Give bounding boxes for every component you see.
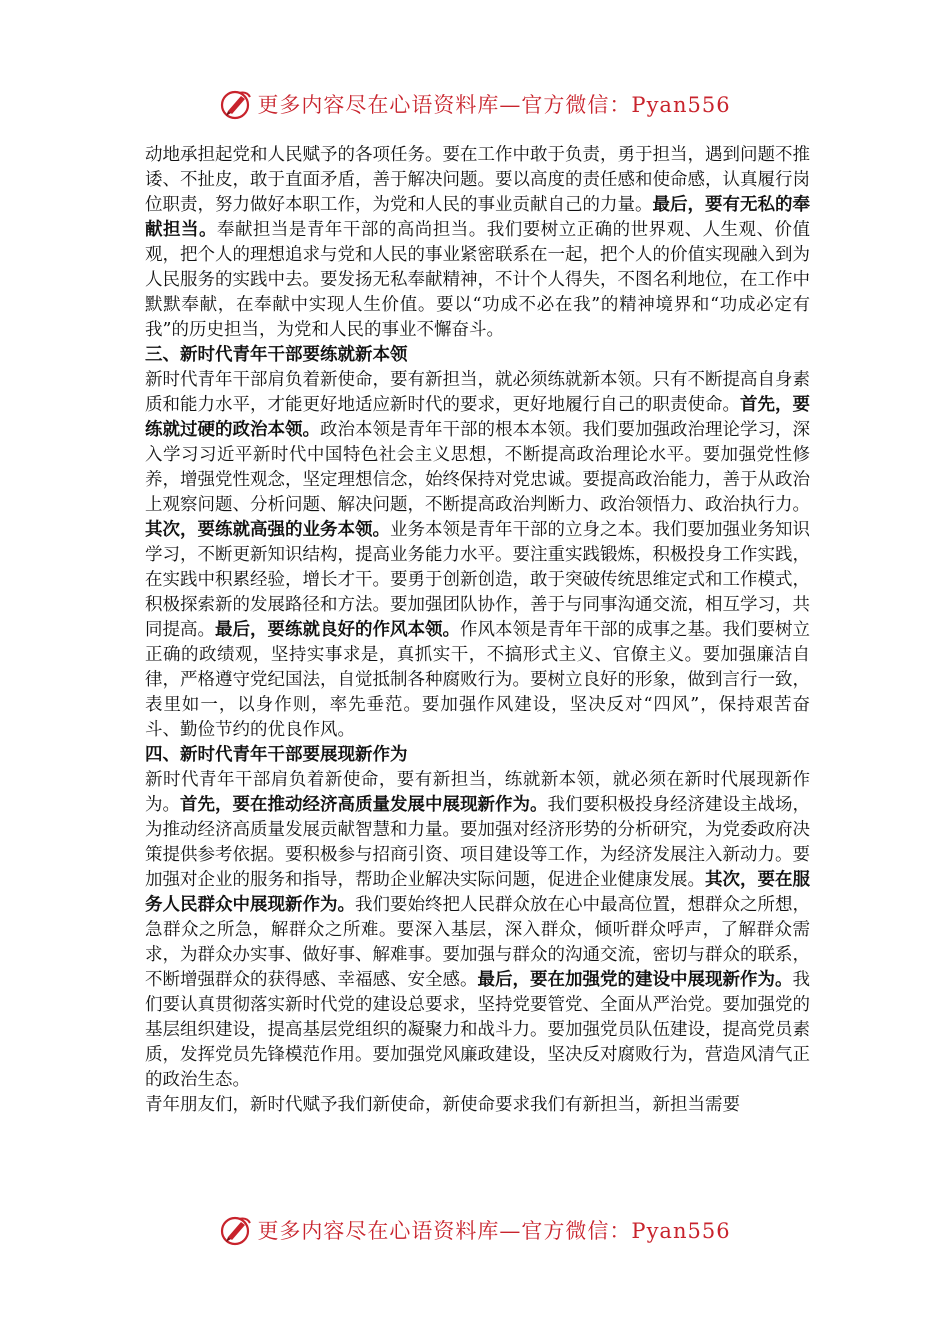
paragraph-2: 新时代青年干部肩负着新使命，要有新担当，就必须练就新本领。只有不断提高自身素质和能力水平，才能更好地适应新时代的要求，更好地履行自己的职责使命。首先，要练就过硬的政治本领。政治本领是青年干部的根本本领。我们要加强政治理论学习，深入学习习近平新时代中国特色社会主义思想，不断提高政治理论水平。要加强党性修养，增强党性观念，坚定理想信念，始终保持对党忠诚。要提高政治能力，善于从政治上观察问题、分析问题、解决问题，不断提高政治判断力、政治领悟力、政治执行力。其次，要练就高强的业务本领。业务本领是青年干部的立身之本。我们要加强业务知识学习，不断更新知识结构，提高业务能力水平。要注重实践锻炼，积极投身工作实践，在实践中积累经验，增长才干。要勇于创新创造，敢于突破传统思维定式和工作模式，积极探索新的发展路径和方法。要加强团队协作，善于与同事沟通交流，相互学习，共同提高。最后，要练就良好的作风本领。作风本领是青年干部的成事之基。我们要树立正确的政绩观，坚持实事求是，真抓实干，不搞形式主义、官僚主义。要加强廉洁自律，严格遵守党纪国法，自觉抵制各种腐败行为。要树立良好的形象，做到言行一致，表里如一，以身作则，率先垂范。要加强作风建设，坚决反对“四风”，保持艰苦奋斗、勤俭节约的优良作风。 [145,370,810,740]
header-banner [0,84,950,124]
footer-banner-text: 更多内容尽在心语资料库—官方微信：Pyan556 [257,1219,731,1243]
section-heading-3: 三、新时代青年干部要练就新本领 [145,345,408,365]
pen-logo-icon [219,1213,253,1247]
footer-banner [0,1210,950,1250]
paragraph-3: 新时代青年干部肩负着新使命，要有新担当，练就新本领，就必须在新时代展现新作为。首先，要在推动经济高质量发展中展现新作为。我们要积极投身经济建设主战场，为推动经济高质量发展贡献智慧和力量。要加强对经济形势的分析研究，为党委政府决策提供参考依据。要积极参与招商引资、项目建设等工作，为经济发展注入新动力。要加强对企业的服务和指导，帮助企业解决实际问题，促进企业健康发展。其次，要在服务人民群众中展现新作为。我们要始终把人民群众放在心中最高位置，想群众之所想，急群众之所急，解群众之所难。要深入基层，深入群众，倾听群众呼声，了解群众需求，为群众办实事、做好事、解难事。要加强与群众的沟通交流，密切与群众的联系，不断增强群众的获得感、幸福感、安全感。最后，要在加强党的建设中展现新作为。我们要认真贯彻落实新时代党的建设总要求，坚持党要管党、全面从严治党。要加强党的基层组织建设，提高基层党组织的凝聚力和战斗力。要加强党员队伍建设，提高党员素质，发挥党员先锋模范作用。要加强党风廉政建设，坚决反对腐败行为，营造风清气正的政治生态。 [145,770,810,1090]
header-banner-text: 更多内容尽在心语资料库—官方微信：Pyan556 [257,93,731,117]
pen-logo-icon [219,87,253,121]
document-body [145,143,810,1118]
paragraph-4: 青年朋友们，新时代赋予我们新使命，新使命要求我们有新担当，新担当需要 [145,1095,740,1115]
section-heading-4: 四、新时代青年干部要展现新作为 [145,745,408,765]
paragraph-1: 动地承担起党和人民赋予的各项任务。要在工作中敢于负责，勇于担当，遇到问题不推诿、不扯皮，敢于直面矛盾，善于解决问题。要以高度的责任感和使命感，认真履行岗位职责，努力做好本职工作，为党和人民的事业贡献自己的力量。最后，要有无私的奉献担当。奉献担当是青年干部的高尚担当。我们要树立正确的世界观、人生观、价值观，把个人的理想追求与党和人民的事业紧密联系在一起，把个人的价值实现融入到为人民服务的实践中去。要发扬无私奉献精神，不计个人得失，不图名利地位，在工作中默默奉献，在奉献中实现人生价值。要以“功成不必在我”的精神境界和“功成必定有我”的历史担当，为党和人民的事业不懈奋斗。 [145,145,811,340]
